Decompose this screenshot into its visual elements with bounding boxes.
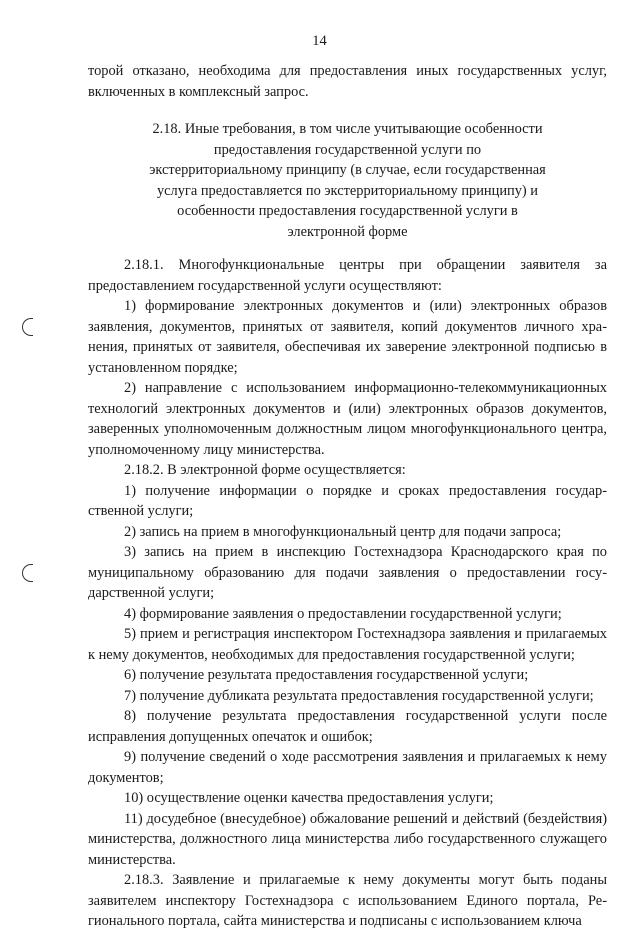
page-number: 14 (312, 33, 327, 49)
section-heading: 2.18. Иные требования, в том числе учитывающие особенности предоставления государственной услуги по экстерриториальному принципу (в случае, если государственная услуга предоставляется по экстерриториальному принципу) и особенности предоставления государственной услуги в электронной форме (149, 121, 546, 240)
list-item: 1) получение информации о порядке и сроках предоставления государственной услуги; (88, 482, 607, 519)
paragraph: 2.18.1. Многофункциональные центры при обращении заявителя за предоставлением государственной услуги осуществляют: (88, 257, 607, 294)
document-body (88, 61, 607, 932)
list-item: 11) досудебное (внесудебное) обжалование решений и действий (бездействия) министерства, должностного лица министерства либо государственного служащего министерства. (88, 810, 607, 868)
list-item: 6) получение результата предоставления государственной услуги; (124, 667, 529, 683)
list-item: 5) прием и регистрация инспектором Гостехнадзора заявления и прилагаемых к нему документов, необходимых для предоставления государственной услуги; (88, 626, 607, 663)
binding-hole-mark (22, 564, 33, 582)
list-item: 3) запись на прием в инспекцию Гостехнадзора Краснодарского края по муниципальному образованию для подачи заявления о предоставлении государственной услуги; (88, 544, 607, 601)
list-item: 8) получение результата предоставления государственной услуги после исправления допущенных опечаток и ошибок; (88, 708, 607, 745)
paragraph-continuation: торой отказано, необходима для предоставления иных государственных услуг, включенных в комплексный запрос. (88, 63, 607, 100)
list-item: 2) запись на прием в многофункциональный центр для подачи запроса; (124, 523, 562, 540)
list-item: 10) осуществление оценки качества предоставления услуги; (124, 790, 494, 806)
list-item: 9) получение сведений о ходе рассмотрения заявления и прилагаемых к нему документов; (88, 749, 607, 786)
list-item: 1) формирование электронных документов и (или) электронных образов заявления, документов, принятых от заявителя, копий документов личного хранения, принятых от заявителя, обеспечивая их заверение электронной подписью в установленном порядке; (88, 298, 607, 376)
paragraph: 2.18.3. Заявление и прилагаемые к нему документы могут быть поданы заявителем инспектору Гостехнадзора с использованием Единого портала, Регионального портала, сайта министерства и подписаны с использованием ключа (88, 872, 607, 929)
list-item: 7) получение дубликата результата предоставления государственной услуги; (124, 687, 594, 704)
paragraph: 2.18.2. В электронной форме осуществляется: (124, 462, 406, 478)
list-item: 2) направление с использованием информационно-телекоммуникационных технологий электронных документов и (или) электронных образов документов, заверенных уполномоченным должностным лицом многофункционального центра, уполномоченному лицу министерства. (88, 380, 607, 458)
list-item: 4) формирование заявления о предоставлении государственной услуги; (124, 605, 562, 622)
binding-hole-mark (22, 318, 33, 336)
